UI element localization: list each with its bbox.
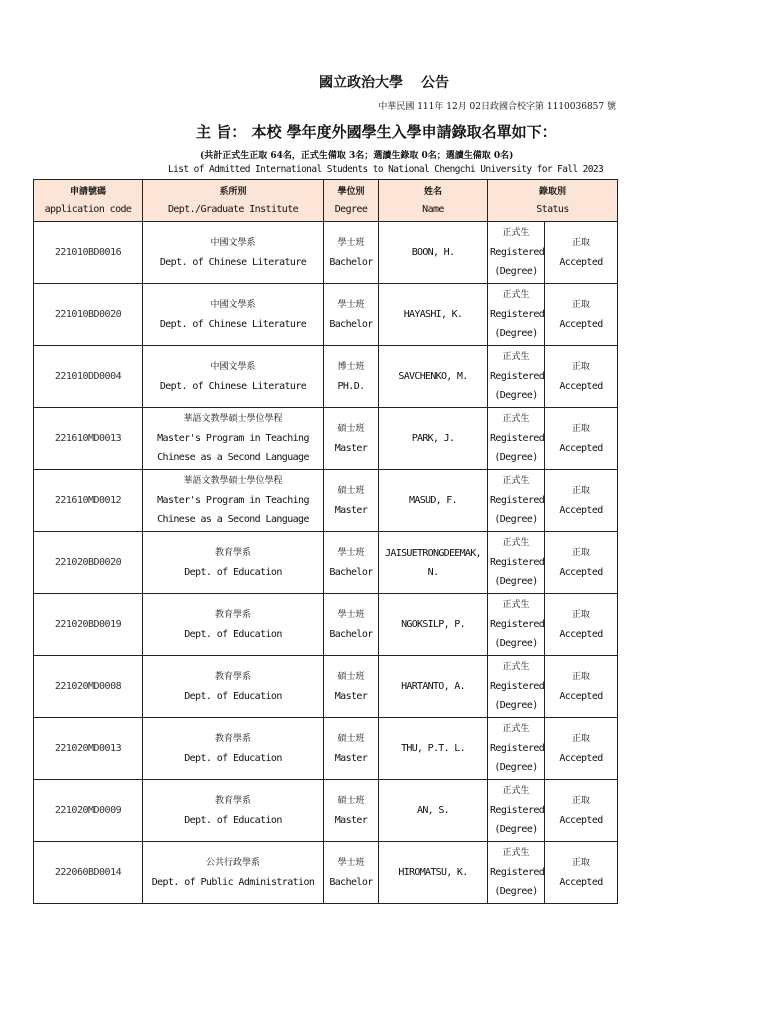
degree-cn: 博士班	[337, 361, 365, 372]
table-row	[34, 408, 618, 470]
page-title	[0, 72, 768, 92]
registration-cn: 正式生	[502, 662, 530, 672]
degree-cell	[324, 470, 379, 532]
degree-en: Master	[334, 752, 368, 764]
degree-cn: 學士班	[337, 237, 365, 248]
registration-type-cell	[488, 284, 545, 346]
department-cn: 華語文教學碩士學位學程	[183, 476, 283, 486]
table-row	[34, 594, 618, 656]
registration-type-cell	[488, 656, 545, 718]
acceptance-en: Accepted	[559, 628, 603, 640]
degree-cell	[324, 532, 379, 594]
registration-degree: (Degree)	[494, 328, 538, 339]
header-status: 錄取別 Status	[488, 180, 618, 222]
acceptance-cell	[545, 594, 618, 656]
department-en: Dept. of Education	[184, 628, 282, 640]
degree-en: Bachelor	[329, 318, 373, 330]
acceptance-cn: 正取	[571, 671, 590, 682]
acceptance-cell	[545, 842, 618, 904]
department-cn: 教育學系	[214, 733, 251, 744]
degree-en: Bachelor	[329, 628, 373, 640]
degree-cell	[324, 780, 379, 842]
student-name: THU, P.T. L.	[379, 718, 488, 780]
registration-type-cell	[488, 470, 545, 532]
student-name: HARTANTO, A.	[379, 656, 488, 718]
english-title: List of Admitted International Students to National Chengchi University for Fall 2023	[168, 164, 604, 175]
registration-degree: (Degree)	[494, 700, 538, 711]
acceptance-cn: 正取	[571, 485, 590, 496]
acceptance-cell	[545, 222, 618, 284]
acceptance-en: Accepted	[559, 318, 603, 330]
department-en: Dept. of Chinese Literature	[159, 380, 307, 392]
student-name: MASUD, F.	[379, 470, 488, 532]
department-cn: 教育學系	[214, 609, 251, 620]
degree-cn: 碩士班	[337, 423, 365, 434]
registration-en: Registered	[490, 371, 545, 382]
student-name: HIROMATSU, K.	[379, 842, 488, 904]
acceptance-cn: 正取	[571, 237, 590, 248]
registration-degree: (Degree)	[494, 390, 538, 401]
acceptance-cell	[545, 532, 618, 594]
department-en: Master's Program in Teaching Chinese as a Second Language	[157, 433, 309, 463]
registration-cn: 正式生	[502, 414, 530, 424]
acceptance-cell	[545, 470, 618, 532]
registration-en: Registered	[490, 309, 545, 320]
degree-cn: 碩士班	[337, 795, 365, 806]
registration-type-cell	[488, 594, 545, 656]
degree-cell	[324, 718, 379, 780]
registration-en: Registered	[490, 433, 545, 444]
student-name: HAYASHI, K.	[379, 284, 488, 346]
admission-table	[33, 179, 618, 904]
application-code: 221010DD0004	[34, 346, 143, 408]
registration-type-cell	[488, 532, 545, 594]
table-header-row	[34, 180, 618, 222]
degree-en: Master	[334, 442, 368, 454]
registration-cn: 正式生	[502, 600, 530, 610]
student-name: PARK, J.	[379, 408, 488, 470]
registration-en: Registered	[490, 557, 545, 568]
degree-en: Master	[334, 690, 368, 702]
reference-number: 中華民國 111年 12月 02日政國合校字第 1110036857 號	[378, 102, 616, 112]
acceptance-en: Accepted	[559, 690, 603, 702]
department-en: Dept. of Education	[184, 814, 282, 826]
student-name: AN, S.	[379, 780, 488, 842]
registration-cn: 正式生	[502, 352, 530, 362]
registration-degree: (Degree)	[494, 266, 538, 277]
acceptance-cn: 正取	[571, 609, 590, 620]
acceptance-en: Accepted	[559, 504, 603, 516]
student-name: BOON, H.	[379, 222, 488, 284]
registration-en: Registered	[490, 619, 545, 630]
acceptance-en: Accepted	[559, 256, 603, 268]
registration-type-cell	[488, 842, 545, 904]
registration-cn: 正式生	[502, 848, 530, 858]
department-cn: 中國文學系	[210, 237, 256, 248]
header-name: 姓名 Name	[379, 180, 488, 222]
application-code: 221010BD0016	[34, 222, 143, 284]
registration-cn: 正式生	[502, 724, 530, 734]
degree-cell	[324, 346, 379, 408]
acceptance-cell	[545, 656, 618, 718]
degree-cell	[324, 222, 379, 284]
application-code: 221010BD0020	[34, 284, 143, 346]
acceptance-en: Accepted	[559, 380, 603, 392]
acceptance-en: Accepted	[559, 752, 603, 764]
application-code: 221020MD0008	[34, 656, 143, 718]
degree-cn: 學士班	[337, 547, 365, 558]
department-cn: 教育學系	[214, 547, 251, 558]
application-code: 221020MD0013	[34, 718, 143, 780]
registration-cn: 正式生	[502, 290, 530, 300]
department-cn: 公共行政學系	[205, 857, 260, 868]
degree-cn: 碩士班	[337, 671, 365, 682]
acceptance-en: Accepted	[559, 814, 603, 826]
department-cn: 中國文學系	[210, 361, 256, 372]
degree-cell	[324, 284, 379, 346]
department-cell	[143, 594, 324, 656]
registration-degree: (Degree)	[494, 452, 538, 463]
registration-degree: (Degree)	[494, 762, 538, 773]
department-en: Dept. of Public Administration	[151, 876, 315, 888]
registration-en: Registered	[490, 867, 545, 878]
acceptance-en: Accepted	[559, 442, 603, 454]
acceptance-en: Accepted	[559, 876, 603, 888]
degree-cn: 學士班	[337, 299, 365, 310]
department-cn: 教育學系	[214, 795, 251, 806]
department-cn: 華語文教學碩士學位學程	[183, 414, 283, 424]
acceptance-cn: 正取	[571, 361, 590, 372]
department-en: Dept. of Education	[184, 752, 282, 764]
application-code: 221020BD0020	[34, 532, 143, 594]
department-cell	[143, 222, 324, 284]
degree-cn: 學士班	[337, 609, 365, 620]
department-cell	[143, 842, 324, 904]
registration-degree: (Degree)	[494, 514, 538, 525]
acceptance-cn: 正取	[571, 423, 590, 434]
department-en: Dept. of Chinese Literature	[159, 256, 307, 268]
department-en: Dept. of Chinese Literature	[159, 318, 307, 330]
acceptance-cn: 正取	[571, 299, 590, 310]
acceptance-en: Accepted	[559, 566, 603, 578]
degree-cn: 學士班	[337, 857, 365, 868]
registration-en: Registered	[490, 805, 545, 816]
degree-cell	[324, 408, 379, 470]
admission-counts: (共計正式生正取 64名，正式生備取 3名；選讀生錄取 0名；選讀生備取 0名)	[200, 151, 514, 161]
registration-en: Registered	[490, 681, 545, 692]
registration-type-cell	[488, 718, 545, 780]
degree-cell	[324, 842, 379, 904]
table-row	[34, 842, 618, 904]
department-cell	[143, 470, 324, 532]
application-code: 221610MD0013	[34, 408, 143, 470]
acceptance-cell	[545, 284, 618, 346]
table-row	[34, 284, 618, 346]
registration-type-cell	[488, 408, 545, 470]
registration-cn: 正式生	[502, 786, 530, 796]
degree-en: Bachelor	[329, 876, 373, 888]
registration-degree: (Degree)	[494, 886, 538, 897]
degree-cell	[324, 594, 379, 656]
student-name: SAVCHENKO, M.	[379, 346, 488, 408]
department-cell	[143, 780, 324, 842]
registration-degree: (Degree)	[494, 824, 538, 835]
department-cell	[143, 284, 324, 346]
department-cell	[143, 656, 324, 718]
acceptance-cell	[545, 408, 618, 470]
header-degree: 學位別 Degree	[324, 180, 379, 222]
registration-degree: (Degree)	[494, 638, 538, 649]
registration-type-cell	[488, 346, 545, 408]
registration-type-cell	[488, 780, 545, 842]
application-code: 221610MD0012	[34, 470, 143, 532]
registration-en: Registered	[490, 743, 545, 754]
degree-en: Bachelor	[329, 256, 373, 268]
acceptance-cell	[545, 718, 618, 780]
application-code: 221020BD0019	[34, 594, 143, 656]
department-en: Dept. of Education	[184, 566, 282, 578]
header-department: 系所別 Dept./Graduate Institute	[143, 180, 324, 222]
application-code: 221020MD0009	[34, 780, 143, 842]
registration-cn: 正式生	[502, 228, 530, 238]
student-name: NGOKSILP, P.	[379, 594, 488, 656]
header-application-code: 申請號碼 application code	[34, 180, 143, 222]
table-row	[34, 346, 618, 408]
table-row	[34, 222, 618, 284]
department-cn: 教育學系	[214, 671, 251, 682]
degree-cn: 碩士班	[337, 485, 365, 496]
table-row	[34, 532, 618, 594]
degree-cell	[324, 656, 379, 718]
acceptance-cell	[545, 780, 618, 842]
registration-degree: (Degree)	[494, 576, 538, 587]
acceptance-cn: 正取	[571, 547, 590, 558]
subject-line: 主 旨： 本校 學年度外國學生入學申請錄取名單如下：	[196, 123, 557, 141]
department-en: Dept. of Education	[184, 690, 282, 702]
registration-en: Registered	[490, 247, 545, 258]
degree-cn: 碩士班	[337, 733, 365, 744]
university-name: 國立政治大學	[319, 75, 403, 91]
table-row	[34, 656, 618, 718]
degree-en: Master	[334, 504, 368, 516]
registration-cn: 正式生	[502, 538, 530, 548]
department-cell	[143, 346, 324, 408]
department-cell	[143, 718, 324, 780]
student-name: JAISUETRONGDEEMAK, N.	[379, 532, 488, 594]
table-row	[34, 718, 618, 780]
department-en: Master's Program in Teaching Chinese as a Second Language	[157, 495, 309, 525]
acceptance-cn: 正取	[571, 733, 590, 744]
department-cn: 中國文學系	[210, 299, 256, 310]
table-row	[34, 780, 618, 842]
application-code: 222060BD0014	[34, 842, 143, 904]
registration-en: Registered	[490, 495, 545, 506]
registration-cn: 正式生	[502, 476, 530, 486]
degree-en: Bachelor	[329, 566, 373, 578]
degree-en: Master	[334, 814, 368, 826]
registration-type-cell	[488, 222, 545, 284]
acceptance-cn: 正取	[571, 795, 590, 806]
table-row	[34, 470, 618, 532]
department-cell	[143, 408, 324, 470]
acceptance-cn: 正取	[571, 857, 590, 868]
acceptance-cell	[545, 346, 618, 408]
announcement-label: 公告	[421, 75, 449, 91]
department-cell	[143, 532, 324, 594]
degree-en: PH.D.	[337, 380, 365, 392]
